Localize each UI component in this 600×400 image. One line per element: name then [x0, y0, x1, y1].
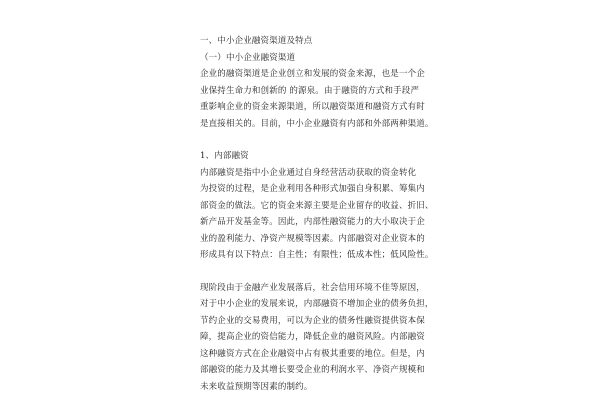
paragraph-line: 企业的融资渠道是企业创立和发展的资金来源，也是一个企 [200, 69, 425, 79]
paragraph-line: 节约企业的交易费用，可以为企业的债务性融资提供资本保 [200, 315, 425, 326]
paragraph-line: 对于中小企业的发展来说，内部融资不增加企业的债务负担， [200, 299, 434, 309]
section-heading: 一、中小企业融资渠道及特点 [200, 36, 313, 46]
paragraph-intro [200, 66, 434, 132]
paragraph-line: 部融资的能力及其增长要受企业的利润水平、净资产规模和 [200, 365, 425, 375]
document-body [200, 33, 434, 395]
paragraph-line: 业保持生命力和创新的 的源泉。由于融资的方式和手段严 [200, 85, 420, 96]
paragraph-line: 重影响企业的资金来源渠道，所以融资渠道和融资方式有时 [200, 102, 425, 112]
paragraph-line: 部资金的做法。它的资金来源主要是企业留存的收益、折旧、 [200, 200, 434, 211]
paragraph-line: 未来收益预期等因素的制约。 [200, 381, 313, 392]
paragraph-line: 是直接相关的。目前，中小企业融资有内部和外部两种渠道。 [200, 118, 434, 129]
paragraph-line: 为投资的过程，是企业利用各种形式加强自身积累、筹集内 [200, 184, 425, 194]
paragraph-line: 现阶段由于金融产业发展落后，社会信用环境不佳等原因， [200, 282, 425, 293]
paragraph-line: 这种融资方式在企业融资中占有极其重要的地位。但是，内 [200, 348, 425, 359]
subsection-heading: （一）中小企业融资渠道 [200, 52, 296, 63]
paragraph-line: 内部融资是指中小企业通过自身经营活动获取的资金转化 [200, 167, 417, 178]
paragraph-line: 新产品开发基金等。因此，内部性融资能力的大小取决于企 [200, 217, 425, 227]
paragraph-gap [200, 264, 408, 280]
paragraph-line: 业的盈利能力、净资产规模等因素。内部融资对企业资本的 [200, 233, 425, 244]
section-title: 1、内部融资 [200, 151, 249, 161]
paragraph-gap [200, 132, 408, 148]
paragraph-internal-financing [200, 165, 434, 264]
paragraph-current-stage [200, 280, 434, 396]
paragraph-line: 障，提高企业的资信能力，降低企业的融资风险。内部融资 [200, 332, 425, 342]
paragraph-line: 形成具有以下特点：自主性；有限性；低成本性；低风险性。 [200, 250, 434, 260]
